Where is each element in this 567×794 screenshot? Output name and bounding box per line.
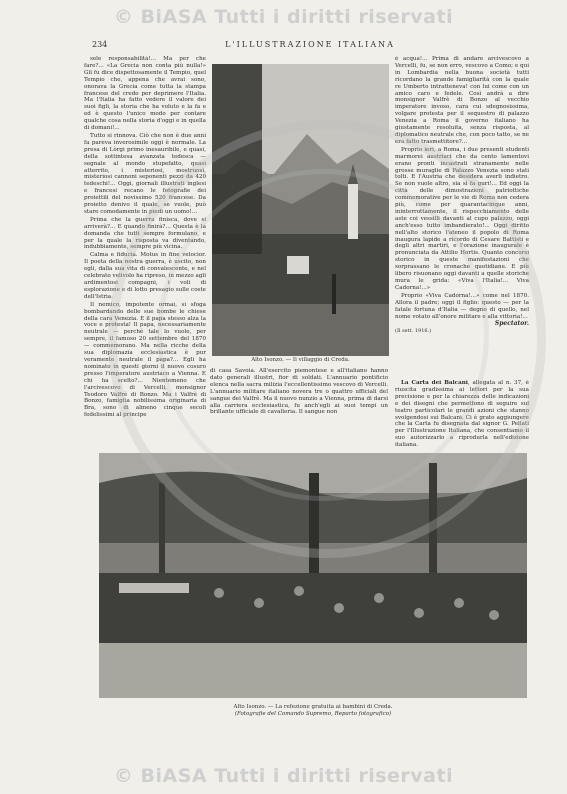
paragraph: Tutto si rinnova. Ciò che non è due anni fa pareva inverosimile oggi è normale. La presa di Lòrgi primo inesauribile, e quasi, della sottintesa avanzata tedesca — segnale al mondo stupefatto, quasi atterrito, i misteriosi, mostruosi, misteriosi cannoni seponenti pezzi da 420 tedeschi!... Oggi, giornali illustrati inglesi e francesi recano le fotografie dei proiettili del novissimo 520 francese. Da proietto denivo il quale, se vuole, può stare comodamente in piedi un uomo!... <box>84 132 206 215</box>
signature: Spectator. <box>494 320 529 328</box>
paragraph: Proprio «Viva Cadorna!...» come nel 1870. Allora il padre; oggi il figlio: questo — per la fatale fortuna d'Italia — degno di quello, nel nome votato all'onore militare e alla vittoria!... <box>395 292 529 320</box>
photo2-caption <box>99 704 527 718</box>
watermark-top: © BiASA Tutti i diritti riservati <box>113 6 454 28</box>
photo2-caption-text: Alto Isonzo. — La refezione gratuita ai bambini di Creda. <box>233 704 393 710</box>
right-column <box>395 56 529 378</box>
photo-credit: (Fotografie del Comando Supremo, Reparto fotografico) <box>234 711 392 717</box>
paragraph: Il nemico, impotente ormai, si sfoga bombardando delle sue bombe le chiese della cara Venezia. E il papa stesso alza la voce e protesta! Il papa, necessariamente neutrale — perché tale lo vuole, per sempre, il famoso 20 settembre del 1870 — commemorano. Ma nella ricche della sua diplomazia ecclesiastica è pur veramente neutrale il papa?... Egli ha nominato in questi giorni il nuovo cosuro presso l'imperatore austriaco a Vienna. E chi ha scelto?... Nientemeno che l'arcivescovo di Vercelli, monsignor Teodoro Valfrè di Bonzo. Ma i Valfrè di Bonzo, famiglia nobilissima originaria di Bra, sono di almeno cinque secoli fedelissimi al principe <box>84 301 206 419</box>
photo1-caption: Alto Isonzo. — Il villaggio di Creda. <box>251 357 350 363</box>
paragraph: Proprio ieri, a Roma, i due presenti studenti marmorei austriaci che da cento lamentovi erano pronti incastrati stranamente nelle grosse muraglie di Palazzo Venezia sono stati tolti. E l'Austria che desidera averli indietro. Se non vuole altro, sia sì fa guri!... Ed oggi la città delle dimostrazioni patriottiche commemorative per le vie di Roma non cedera più, come per quarantacinque anni, ininterrottamente, il rispecchiamento delle aste coi vessilli davanti al cupo palazzo, oggi anch'esso tutto imbandierato!... Oggi diritto nell'alto storico l'ateneo il popolo di Roma inaugura lapide a ricordo di Cesare Battisti e degli altri martiri, e l'orazione inaugurale è pronunciata da Attilio Hortis. Quanto concorsi storico in queste manifestazioni che sorprassano le cronache quotidiane. E più libero risuonano oggi davanti a quelle storiche mura le grida: «Viva l'Italia!... Viva Cadorna!...» <box>395 146 529 291</box>
paragraph: Prima che la guerra finisca, dove si arriverà?... E quando finirà?... Questa è la domanda che tutti sempre formulano, e per la quale la risposta va diventando, indubbiamente, sempre più vicina. <box>84 216 206 251</box>
watermark-bottom: © BiASA Tutti i diritti riservati <box>113 765 454 787</box>
paragraph: sele responsabilità!... Ma per che fare?... «La Grecia non conta più nulla!» Gli fu dice dispettosamente il Tempio, quel Tempio che, appena che avrai sono, onorava la Grecia come tutta la stampa francese del credo per deprimere l'Italia. Ma l'Italia ha fatto vedere il valore dei suoi figli, la storia che ha voluto e la fa e ed è questo l'unico modo per contare qualche cosa nella storia d'oggi e in quella di domani!... <box>84 56 206 132</box>
balkan-note-text: , allegata al n. 37, è riuscita gradissima ai lettori per la sua precisione e per la chiarezza delle indicazioni e dei disegni che permettono di seguire sul teatro particolari le grandi azioni che stanno svolgendosi sui Balcani. Ci è grato aggiungere che la Carta fu disegnata dal signor G. Pellati per l'Illustrazione Italiana, che consentiamo il suo autorizzarlo a riprodurla nell'edizione italiana. <box>395 380 529 449</box>
photo-children-refection <box>99 453 527 698</box>
balkan-note <box>395 380 529 456</box>
left-column <box>84 56 206 460</box>
balkan-note-title: La Carta dei Balcani <box>401 380 468 386</box>
middle-column <box>210 368 388 456</box>
paragraph: Calma e fiducia. Motus in fine velocior. Il poeta della nostra guerra, è uscito, non egli, dalla sua vita di convalescente, e nel celebrato velivolo ha ripreso, in mezzo agli ardimentosi compagni, i voli di esplorazione e di lotto presagio sulle coste dell'Istria. <box>84 252 206 300</box>
date-note: (Il sett. 1916.) <box>395 328 432 335</box>
masthead: L'ILLUSTRAZIONE ITALIANA <box>225 40 395 49</box>
photo-village-creda <box>212 64 389 356</box>
paragraph: è acqua!... Prima di andare arcivescovo a Vercelli, fu, se non erro, vescovo a Como; e qui in Lombardia nella buona società tutti ricordano la grande famigliarità con la quale re Umberto intratteneva! con lui come con un amico caro e fedele. Così andrà a dire monsignor Valfrè di Bonzo al vecchio imperatore invoso, cara cui sdegnosissima, volgare protesta per il sequestro di palazzo Venezia a Roma il governo italiano ha giustamente resoluita, senza risposta, al diplomatico neutrale che, con poco tatto, se ne era fatto trasmettitore?... <box>395 56 529 145</box>
page-header <box>92 40 528 52</box>
paragraph: di casa Savoia. All'esercito piemontese e all'italiano hanno dato generali illustri, fior di soldati. L'annuario pontificio elenca nella sacra milizia l'eccellentissimo vescovo di Vercelli. L'annuario militare italiano novera tre o quattro ufficiali del sangue dei Valfrè. Ma il nuovo nunzio a Vienna, prima di darsi alla carriera ecclesiastica, fu anch'egli ai suoi tempi un brillante ufficiale di cavalleria. Il sangue non <box>210 368 388 416</box>
page-number: 234 <box>92 40 108 49</box>
